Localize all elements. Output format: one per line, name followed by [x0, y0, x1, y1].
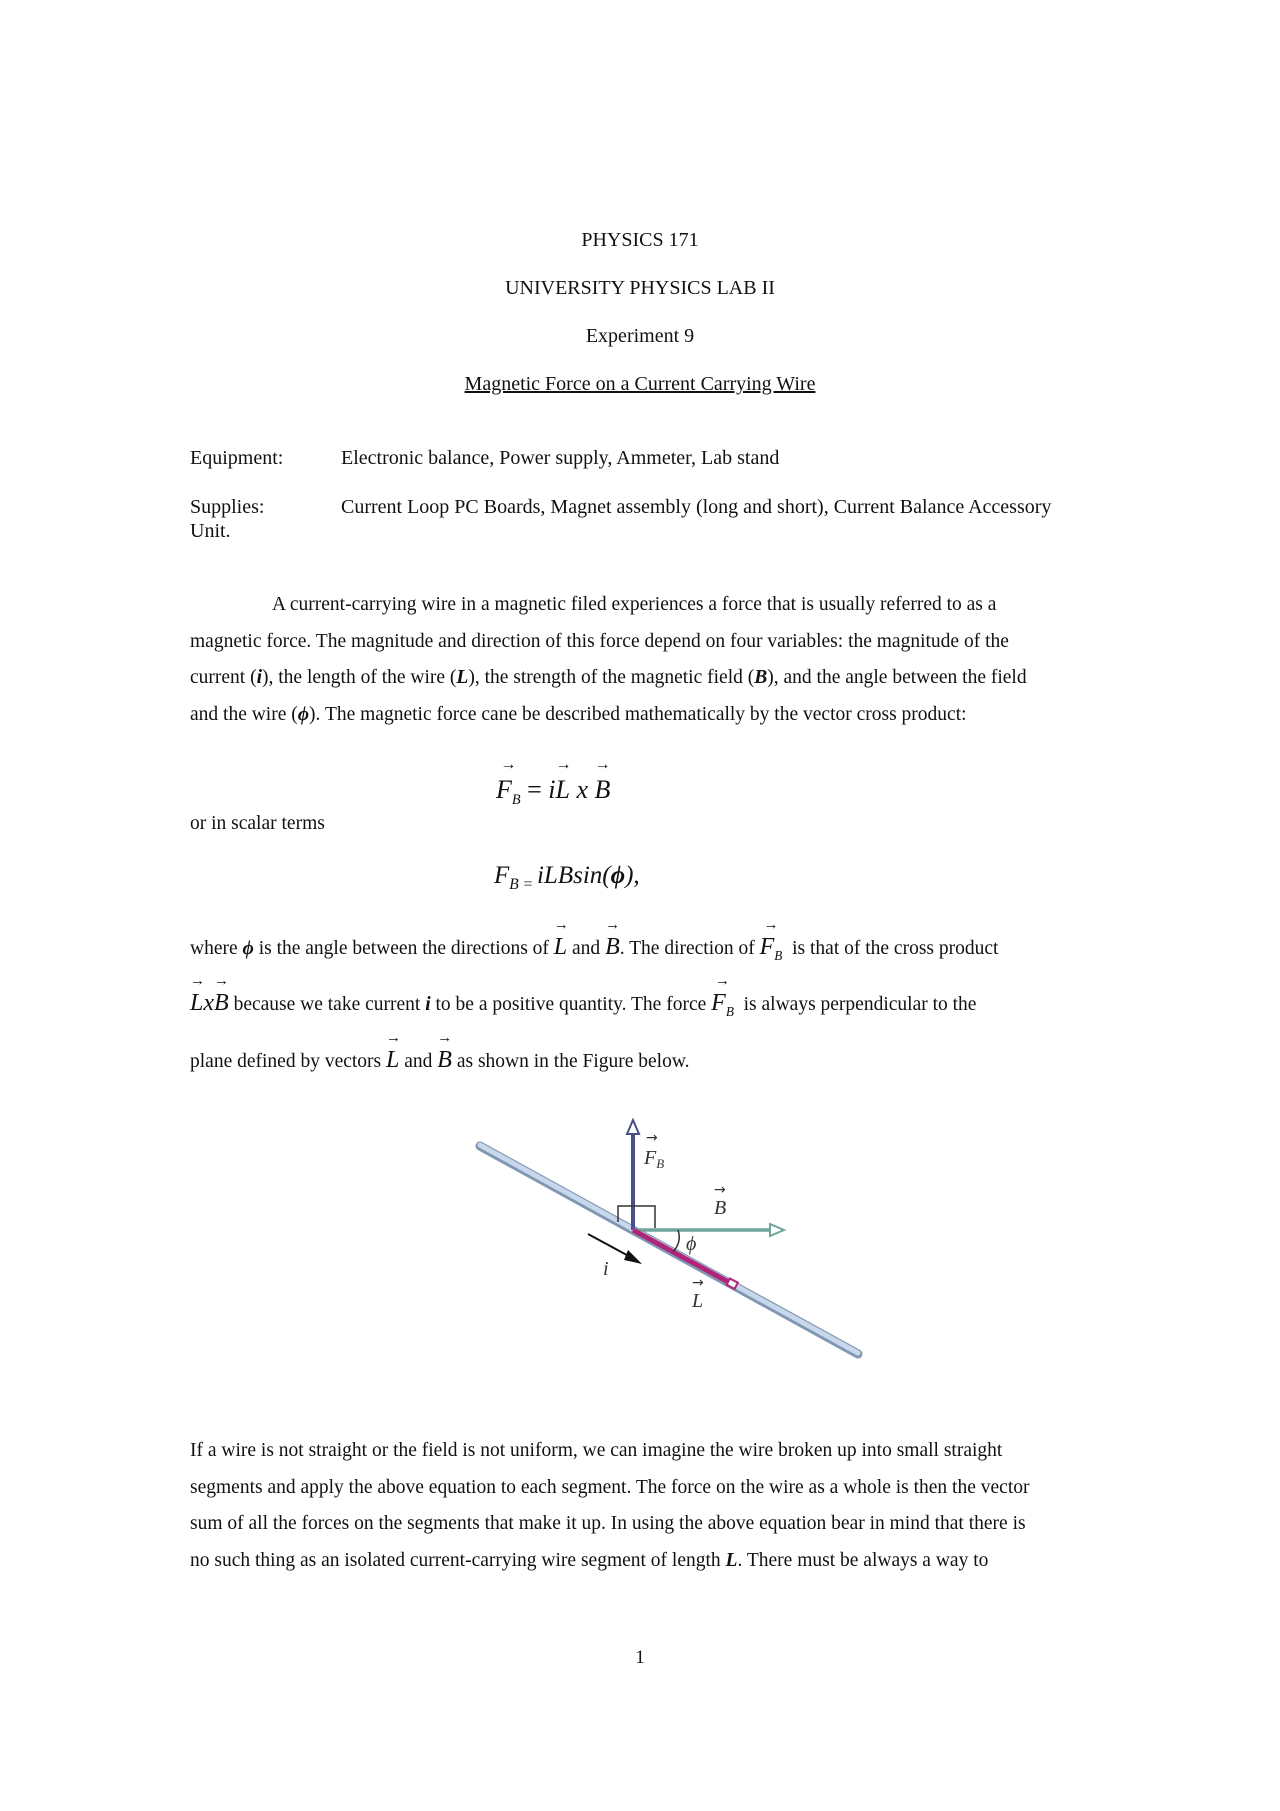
var-L: L	[725, 1549, 738, 1571]
course-heading: PHYSICS 171	[581, 229, 699, 251]
text-span: . The direction of	[619, 938, 760, 959]
var-L: L	[456, 667, 469, 688]
closing-line: segments and apply the above equation to each segment. The force on the wire as a whole is then the vector	[190, 1476, 1030, 1498]
text-span: . There must be always a way to	[737, 1549, 989, 1571]
text-span: ), the length of the wire (	[262, 667, 457, 688]
supplies-continuation: Unit.	[190, 520, 231, 542]
closing-line: sum of all the forces on the segments that make it up. In using the above equation bear in mind that there is	[190, 1513, 1026, 1534]
symbol: F	[759, 934, 775, 960]
page-number: 1	[635, 1647, 645, 1668]
vector-F	[496, 775, 521, 809]
label-phi: ϕ	[686, 1233, 697, 1255]
symbol-phi: ϕ	[610, 862, 626, 889]
scalar-label: or in scalar terms	[190, 813, 325, 834]
text-span: current (	[190, 667, 257, 688]
var-B: B	[754, 667, 768, 688]
var-i: i	[256, 667, 263, 688]
symbol: F	[494, 862, 510, 889]
force-diagram	[470, 1110, 870, 1370]
text-span: is always perpendicular to the	[743, 994, 977, 1015]
lab-heading: UNIVERSITY PHYSICS LAB II	[505, 277, 775, 299]
field-arrowhead	[770, 1224, 784, 1236]
equals-sign: =	[520, 775, 549, 804]
vector-B: → B	[437, 1047, 452, 1074]
vector-B: → B	[595, 775, 611, 805]
symbol: ),	[625, 862, 640, 889]
subscript: B	[725, 1003, 734, 1019]
label-B: B	[714, 1197, 727, 1219]
equipment-label: Equipment:	[190, 447, 284, 469]
vector-equation	[496, 775, 610, 809]
text-span: to be a positive quantity. The force	[430, 994, 712, 1015]
explain-line-3	[190, 1047, 690, 1074]
text-span: and	[404, 1051, 433, 1072]
experiment-heading: Experiment 9	[585, 325, 695, 347]
symbol: i	[548, 775, 556, 804]
text-span: because we take current	[228, 994, 426, 1015]
text-span: where	[190, 938, 243, 959]
text-span: plane defined by vectors	[190, 1051, 387, 1072]
text-span: is that of the cross product	[792, 938, 999, 959]
intro-line	[190, 660, 1100, 697]
explain-line-2	[190, 990, 976, 1020]
text-span: ), the strength of the magnetic field (	[468, 667, 755, 688]
scalar-equation	[494, 862, 640, 894]
intro-line: A current-carrying wire in a magnetic filed experiences a force that is usually referred to as a	[272, 594, 997, 615]
force-arrowhead	[627, 1120, 639, 1134]
var-phi: ϕ	[242, 938, 254, 959]
supplies-value: Current Loop PC Boards, Magnet assembly (long and short), Current Balance Accessory	[341, 496, 1052, 518]
text-span: is the angle between the directions of	[253, 938, 554, 959]
vector-F	[760, 934, 783, 964]
cross-sign: x	[570, 775, 595, 804]
right-angle-marker	[633, 1206, 655, 1228]
symbol: F	[711, 990, 726, 1016]
arrow-mark: →	[692, 1275, 704, 1291]
vector-L: → L	[386, 1047, 399, 1074]
label-F: $F_B$	[644, 1147, 665, 1171]
arrow-mark: →	[646, 1130, 658, 1146]
subscript: B =	[509, 876, 537, 893]
symbol: iLBsin(	[536, 862, 611, 889]
var-i: i	[425, 994, 431, 1015]
symbol: F	[496, 775, 512, 804]
equipment-value: Electronic balance, Power supply, Ammeter, Lab stand	[341, 447, 780, 469]
text-span: no such thing as an isolated current-carrying wire segment of length	[190, 1549, 726, 1571]
vector-L: → L	[556, 775, 570, 805]
length-vector	[633, 1230, 732, 1284]
vector-B: → B	[214, 990, 229, 1017]
intro-line: magnetic force. The magnitude and direction of this force depend on four variables: the magnitude of the	[190, 630, 1009, 652]
subscript: B	[774, 947, 783, 963]
intro-line	[190, 697, 1100, 734]
document-title	[0, 373, 1280, 396]
vector-L: → L	[190, 990, 203, 1017]
title-text: Magnetic Force on a Current Carrying Wire	[464, 373, 816, 395]
text-span: and the wire (	[190, 703, 298, 725]
label-i: i	[603, 1258, 609, 1280]
closing-line	[190, 1543, 1100, 1580]
text-span: ). The magnetic force cane be described mathematically by the vector cross product:	[309, 703, 967, 725]
text-span: and	[572, 938, 601, 959]
vector-F	[711, 990, 734, 1020]
var-phi: ϕ	[297, 703, 310, 725]
vector-B: → B	[605, 934, 620, 961]
text-span: as shown in the Figure below.	[451, 1051, 690, 1072]
current-arrowhead	[624, 1250, 642, 1264]
label-L: L	[692, 1290, 704, 1312]
explain-line-1	[190, 934, 998, 964]
text-span: ), and the angle between the field	[767, 667, 1027, 688]
intro-paragraph	[190, 587, 1100, 733]
vector-L: → L	[554, 934, 567, 961]
subscript: B	[511, 792, 521, 809]
cross-sign: x	[203, 990, 215, 1016]
closing-line: If a wire is not straight or the field is not uniform, we can imagine the wire broken up into small straight	[190, 1440, 1003, 1461]
supplies-label: Supplies:	[190, 496, 265, 518]
closing-paragraph	[190, 1433, 1100, 1579]
arrow-mark: →	[714, 1182, 726, 1198]
